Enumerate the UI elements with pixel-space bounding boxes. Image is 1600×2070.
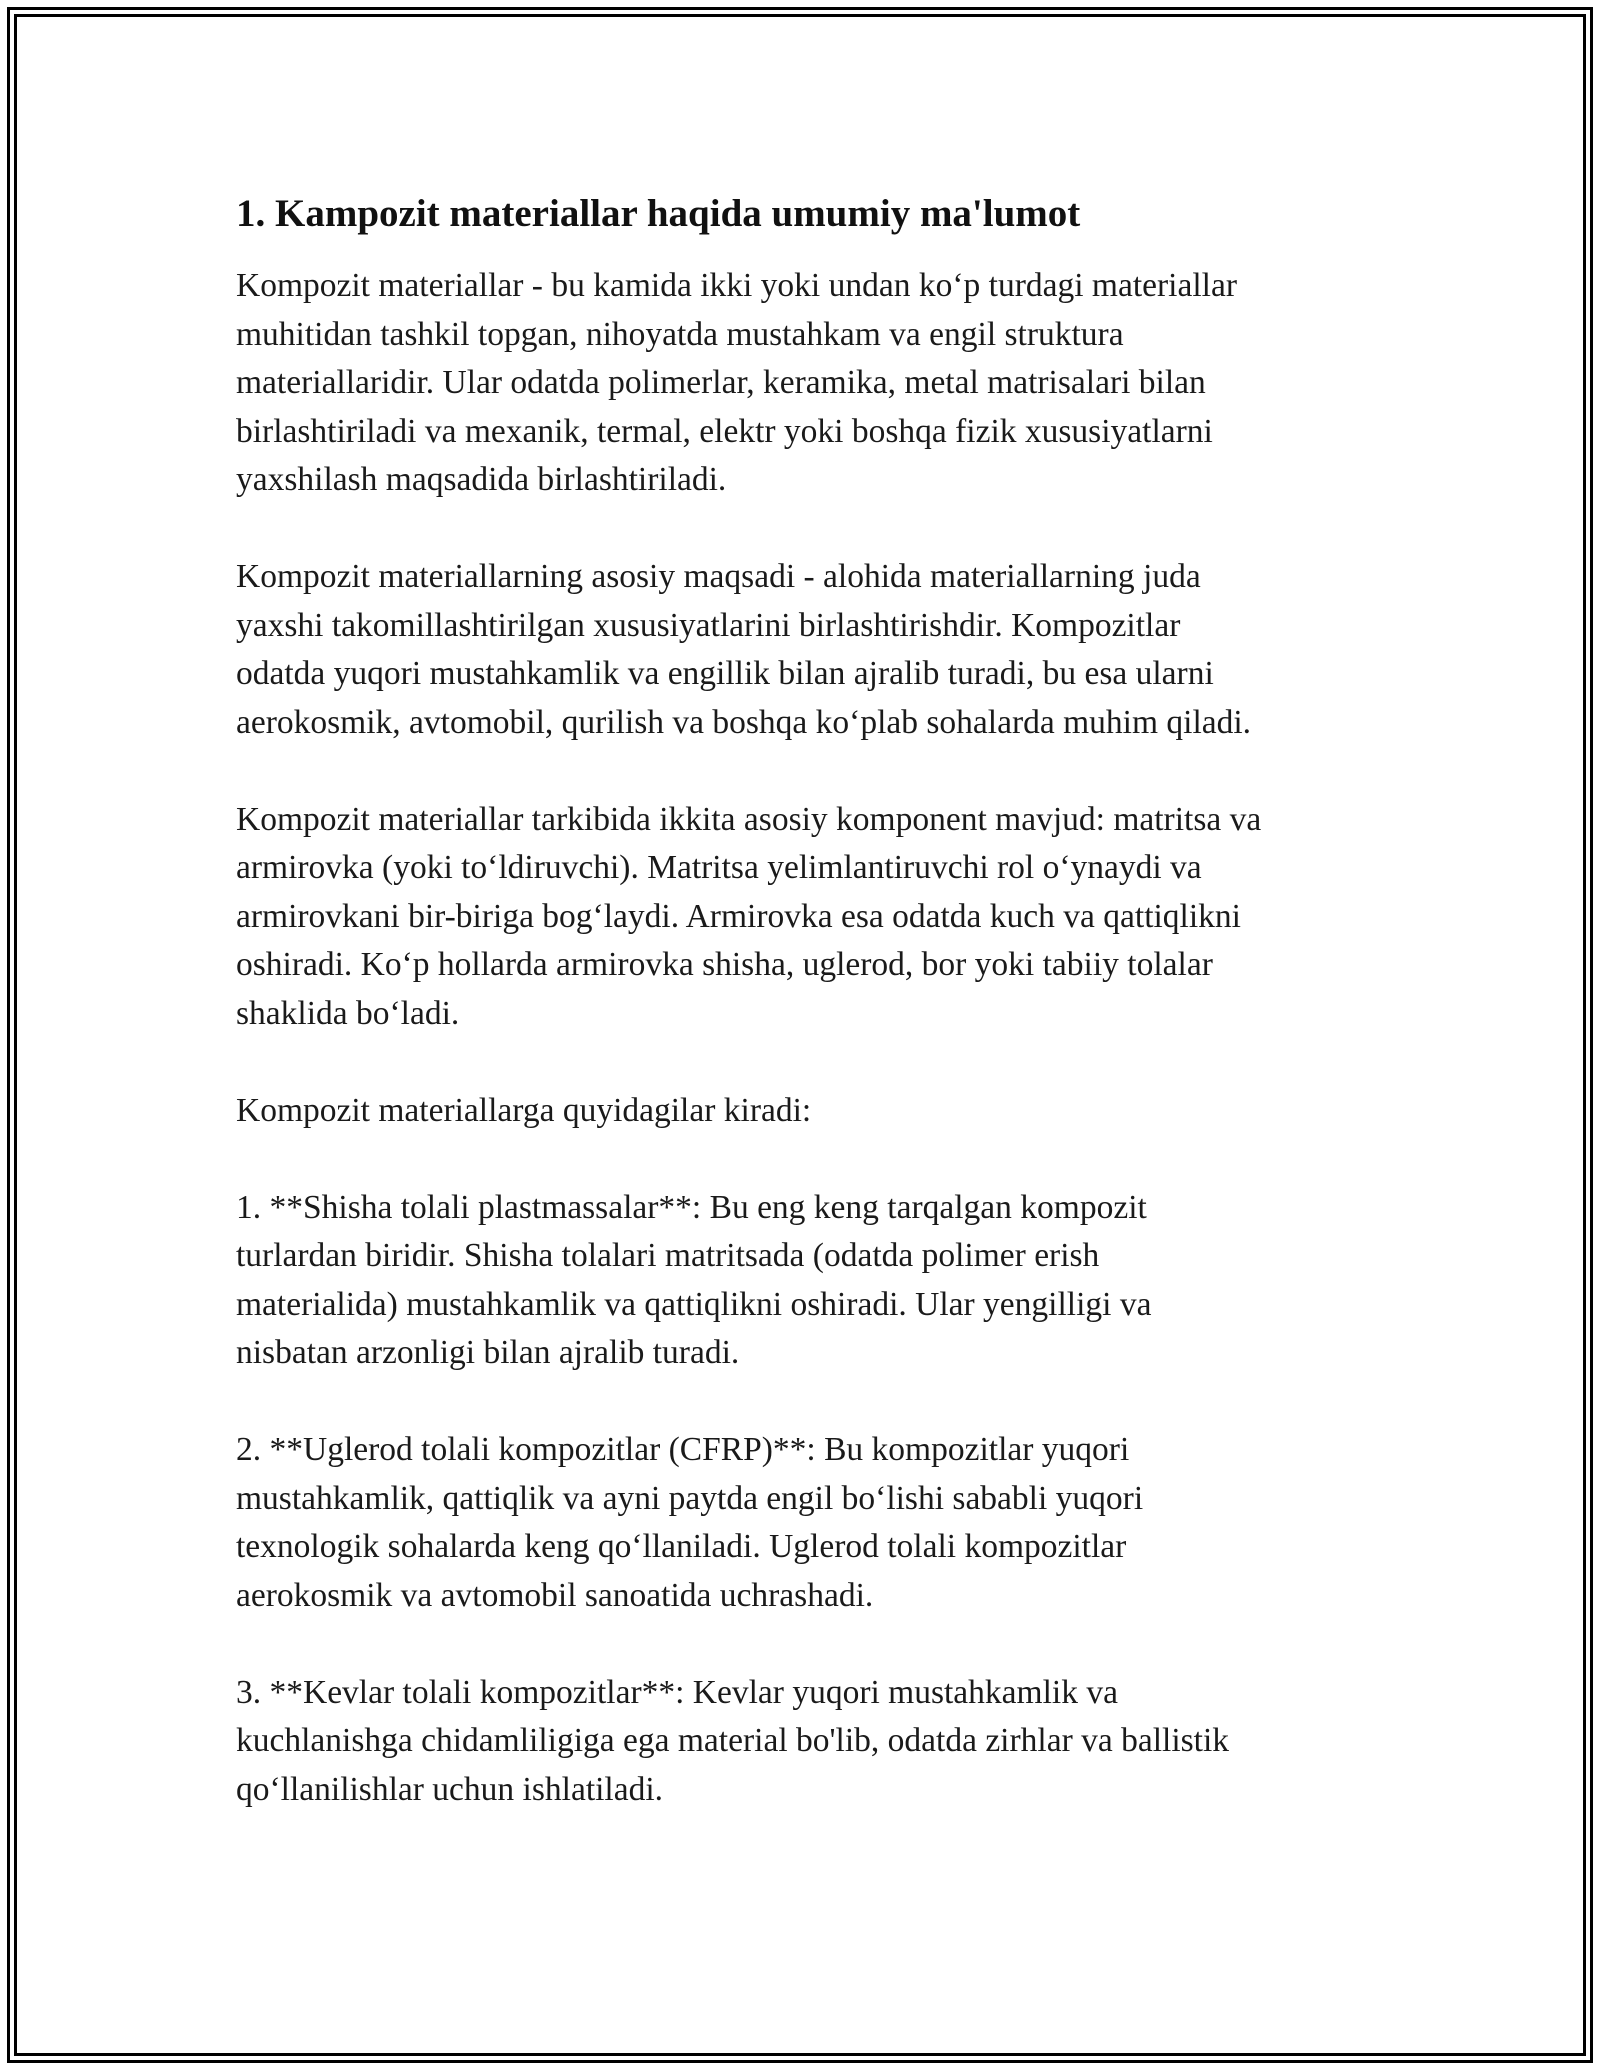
paragraph-list-intro: Kompozit materiallarga quyidagilar kiradi:	[236, 1091, 812, 1129]
paragraph-definition: Kompozit materiallar - bu kamida ikki yoki undan ko‘p turdagi materiallar muhitidan tashkil topgan, nihoyatda mustahkam va engil struktura materiallaridir. Ular odatda polimerlar, keramika, metal matrisalari bilan birlashtiriladi va mexanik, termal, elektr yoki boshqa fizik xususiyatlarni yaxshilash maqsadida birlashtiriladi.	[236, 267, 1237, 498]
paragraph-components: Kompozit materiallar tarkibida ikkita asosiy komponent mavjud: matritsa va armirovka (yoki to‘ldiruvchi). Matritsa yelimlantiruvchi rol o‘ynaydi va armirovkani bir-biriga bog‘laydi. Armirovka esa odatda kuch va qattiqlikni oshiradi. Ko‘p hollarda armirovka shisha, uglerod, bor yoki tabiiy tolalar shaklida bo‘ladi.	[236, 800, 1262, 1032]
document-body	[236, 188, 1366, 1863]
list-item-kevlar: 3. **Kevlar tolali kompozitlar**: Kevlar yuqori mustahkamlik va kuchlanishga chidamliligiga ega material bo'lib, odatda zirhlar va ballistik qo‘llanilishlar uchun ishlatiladi.	[236, 1673, 1230, 1808]
list-item-glass-fiber: 1. **Shisha tolali plastmassalar**: Bu eng keng tarqalgan kompozit turlardan biridir. Shisha tolalari matritsada (odatda polimer erish materialida) mustahkamlik va qattiqlikni oshiradi. Ular yengilligi va nisbatan arzonligi bilan ajralib turadi.	[236, 1188, 1152, 1371]
list-item-carbon-fiber: 2. **Uglerod tolali kompozitlar (CFRP)**: Bu kompozitlar yuqori mustahkamlik, qattiqlik va ayni paytda engil bo‘lishi sababli yuqori texnologik sohalarda keng qo‘llaniladi. Uglerod tolali kompozitlar aerokosmik va avtomobil sanoatida uchrashadi.	[236, 1431, 1144, 1614]
paragraph-purpose: Kompozit materiallarning asosiy maqsadi - alohida materiallarning juda yaxshi takomillashtirilgan xususiyatlarini birlashtirishdir. Kompozitlar odatda yuqori mustahkamlik va engillik bilan ajralib turadi, bu esa ularni aerokosmik, avtomobil, qurilish va boshqa ko‘plab sohalarda muhim qiladi.	[236, 558, 1252, 741]
document-title: 1. Kampozit materiallar haqida umumiy ma'lumot	[236, 192, 1081, 235]
